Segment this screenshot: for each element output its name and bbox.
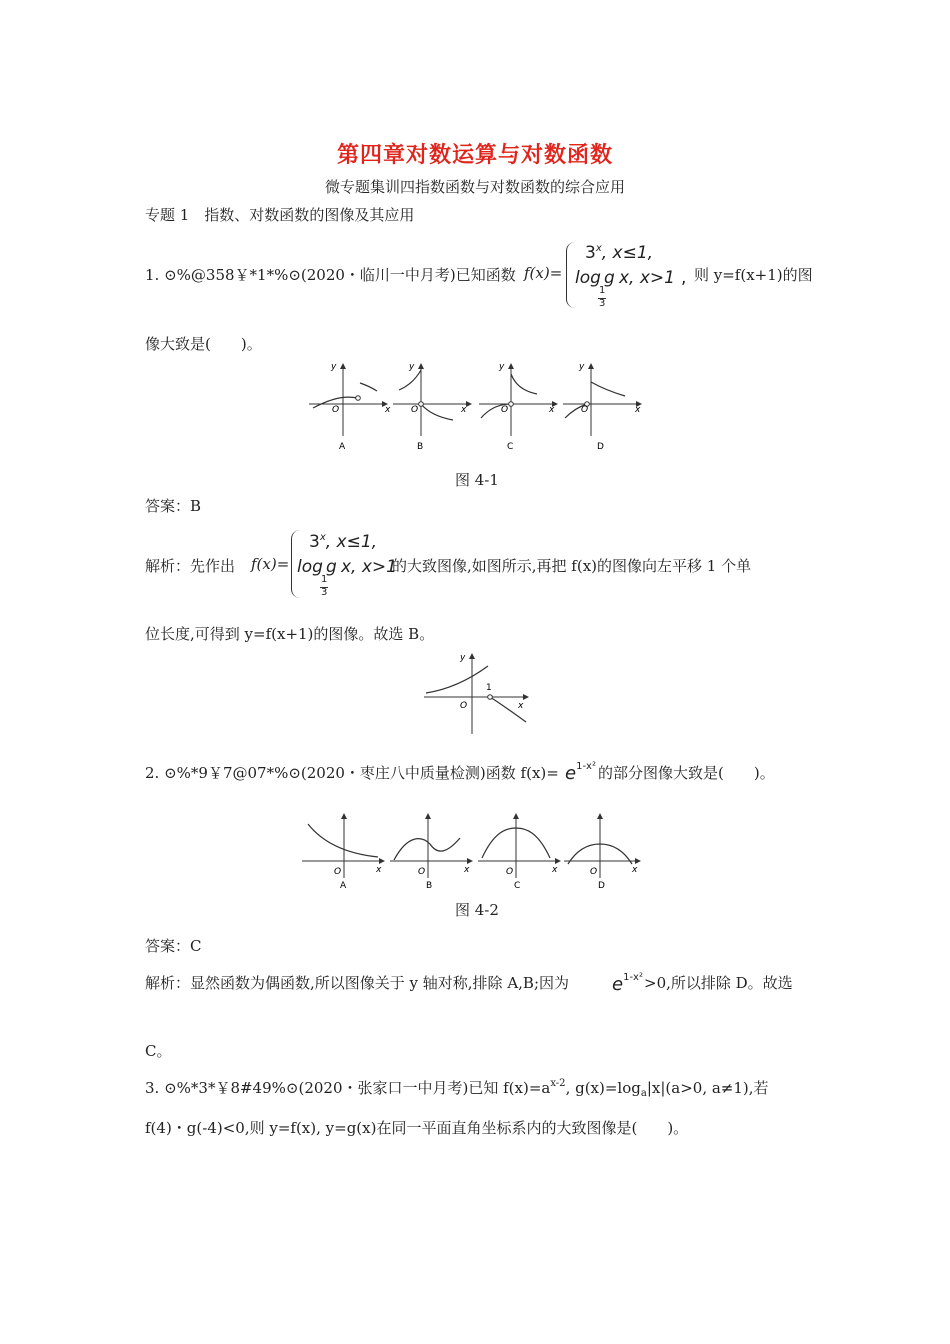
fig1-b-curve-right [421, 404, 453, 420]
fig2-panel-b [390, 814, 472, 891]
fig1-c-label: C [507, 442, 514, 452]
fig2-panel-d [564, 814, 640, 891]
fig2-a-curve [308, 824, 378, 857]
q1-answer: 答案：B [145, 497, 202, 515]
fig2-a-label: A [340, 881, 347, 891]
q1-analysis-base-num: 1 [321, 574, 328, 585]
fig1-a-y: y [331, 362, 337, 372]
fig2-b-curve [394, 838, 460, 860]
fig1-d-y: y [579, 362, 585, 372]
q2-analysis-line2: C。 [145, 1042, 172, 1060]
fig1-c-x: x [549, 405, 555, 415]
fig1-d-label: D [597, 442, 604, 452]
figure-4-1-caption: 图 4-1 [455, 471, 499, 489]
fig1-b-origin: O [411, 405, 419, 415]
fig1-a-origin: O [332, 405, 340, 415]
q1-solution-graph [420, 650, 540, 736]
q2-e-expr: $e^{1-x^2}$ [565, 761, 596, 784]
q1-piece2-tail: x, x>1 [619, 268, 675, 288]
q2-answer: 答案：C [145, 937, 202, 955]
q1-analysis-log-g: g [326, 557, 337, 577]
q3-line1: 3. ⊙%*3*￥8#49%⊙(2020・张家口一中月考)已知 $f(x)=a^{x-2}$, $g(x)=\log_a|x|(a>0$, a≠1),若 [145, 1078, 769, 1099]
solution-origin: O [460, 701, 468, 711]
fig1-b-label: B [417, 442, 424, 452]
solution-one: 1 [486, 683, 492, 693]
fig2-panel-c [478, 814, 560, 891]
q2-suffix: 的部分图像大致是( )。 [598, 764, 775, 782]
q1-analysis-line2: 位长度,可得到 y=f(x+1)的图像。故选 B。 [145, 625, 435, 643]
q1-analysis-prefix: 解析：先作出 [145, 557, 236, 575]
q1-suffix: 则 y=f(x+1)的图 [694, 266, 813, 284]
figure-4-1 [305, 360, 645, 452]
figure-4-2 [300, 812, 645, 892]
fig1-a-curve-right [360, 383, 377, 391]
fig2-d-x: x [632, 865, 638, 875]
fig1-b-curve-left [399, 370, 421, 390]
page-subtitle: 微专题集训四指数函数与对数函数的综合应用 [324, 178, 625, 196]
fig2-d-origin: O [590, 867, 598, 877]
solution-y: y [460, 653, 466, 663]
fig1-d-origin: O [581, 405, 589, 415]
q1-piece2: log [575, 268, 601, 288]
fig2-b-x: x [464, 865, 470, 875]
q2-analysis-e-expr: $e^{1-x^2}$ [612, 972, 643, 995]
page-title: 第四章对数运算与对数函数 [336, 142, 613, 168]
q1-analysis-log: log [297, 557, 323, 577]
q1-piece2-g: g [604, 268, 615, 288]
fig1-panel-b [393, 362, 471, 452]
fig2-c-x: x [552, 865, 558, 875]
q2-analysis-suffix: >0,所以排除 D。故选 [644, 974, 793, 992]
fig1-d-curve-right [591, 382, 625, 396]
fig1-d-x: x [635, 405, 641, 415]
solution-x: x [518, 701, 524, 711]
fig1-b-y: y [409, 362, 415, 372]
q1-fx: f(x)= [524, 264, 563, 282]
fig2-b-label: B [426, 881, 433, 891]
q1-analysis-piece1: 3$^x$, x≤1, [309, 532, 378, 552]
solution-curve-left [426, 666, 488, 693]
fig1-b-x: x [461, 405, 467, 415]
q1-piece1: 3$^x$, x≤1, [585, 243, 654, 263]
q1-line2: 像大致是( )。 [145, 335, 262, 353]
fig2-b-origin: O [418, 867, 426, 877]
fig2-c-origin: O [506, 867, 514, 877]
q3-line2: f(4)・g(-4)<0,则 y=f(x), y=g(x)在同一平面直角坐标系内的大致图像是( )。 [145, 1119, 689, 1137]
fig2-a-x: x [376, 865, 382, 875]
fig1-c-y: y [499, 362, 505, 372]
q1-analysis-piece2: x, x>1 [341, 557, 397, 577]
topic-heading: 专题 1 指数、对数函数的图像及其应用 [145, 206, 415, 224]
q1-piece2-comma: , [681, 268, 687, 288]
q1-analysis-base-den: 3 [321, 587, 328, 598]
fig1-panel-a [309, 362, 391, 452]
q1-log-base-den: 3 [599, 298, 606, 309]
q2-prefix: 2. ⊙%*9￥7@07*%⊙(2020・枣庄八中质量检测)函数 f(x)= [145, 764, 559, 782]
fig2-a-origin: O [334, 867, 342, 877]
fig2-d-label: D [598, 881, 605, 891]
figure-4-2-caption: 图 4-2 [455, 901, 499, 919]
fig1-panel-d [563, 362, 641, 452]
q1-brace [566, 242, 575, 308]
fig1-a-x: x [385, 405, 391, 415]
fig1-c-origin: O [501, 405, 509, 415]
fig1-c-curve-right [511, 374, 537, 394]
fig1-panel-c [479, 362, 557, 452]
q1-prefix: 1. ⊙%@358￥*1*%⊙(2020・临川一中月考)已知函数 [145, 266, 516, 284]
fig2-c-label: C [514, 881, 521, 891]
q1-analysis-suffix: 的大致图像,如图所示,再把 f(x)的图像向左平移 1 个单 [392, 557, 752, 575]
q2-analysis-prefix: 解析：显然函数为偶函数,所以图像关于 y 轴对称,排除 A,B;因为 [145, 974, 569, 992]
fig2-panel-a [302, 814, 384, 891]
fig1-a-label: A [339, 442, 346, 452]
q1-log-base-num: 1 [599, 285, 606, 296]
q1-analysis-fx: f(x)= [251, 555, 290, 573]
